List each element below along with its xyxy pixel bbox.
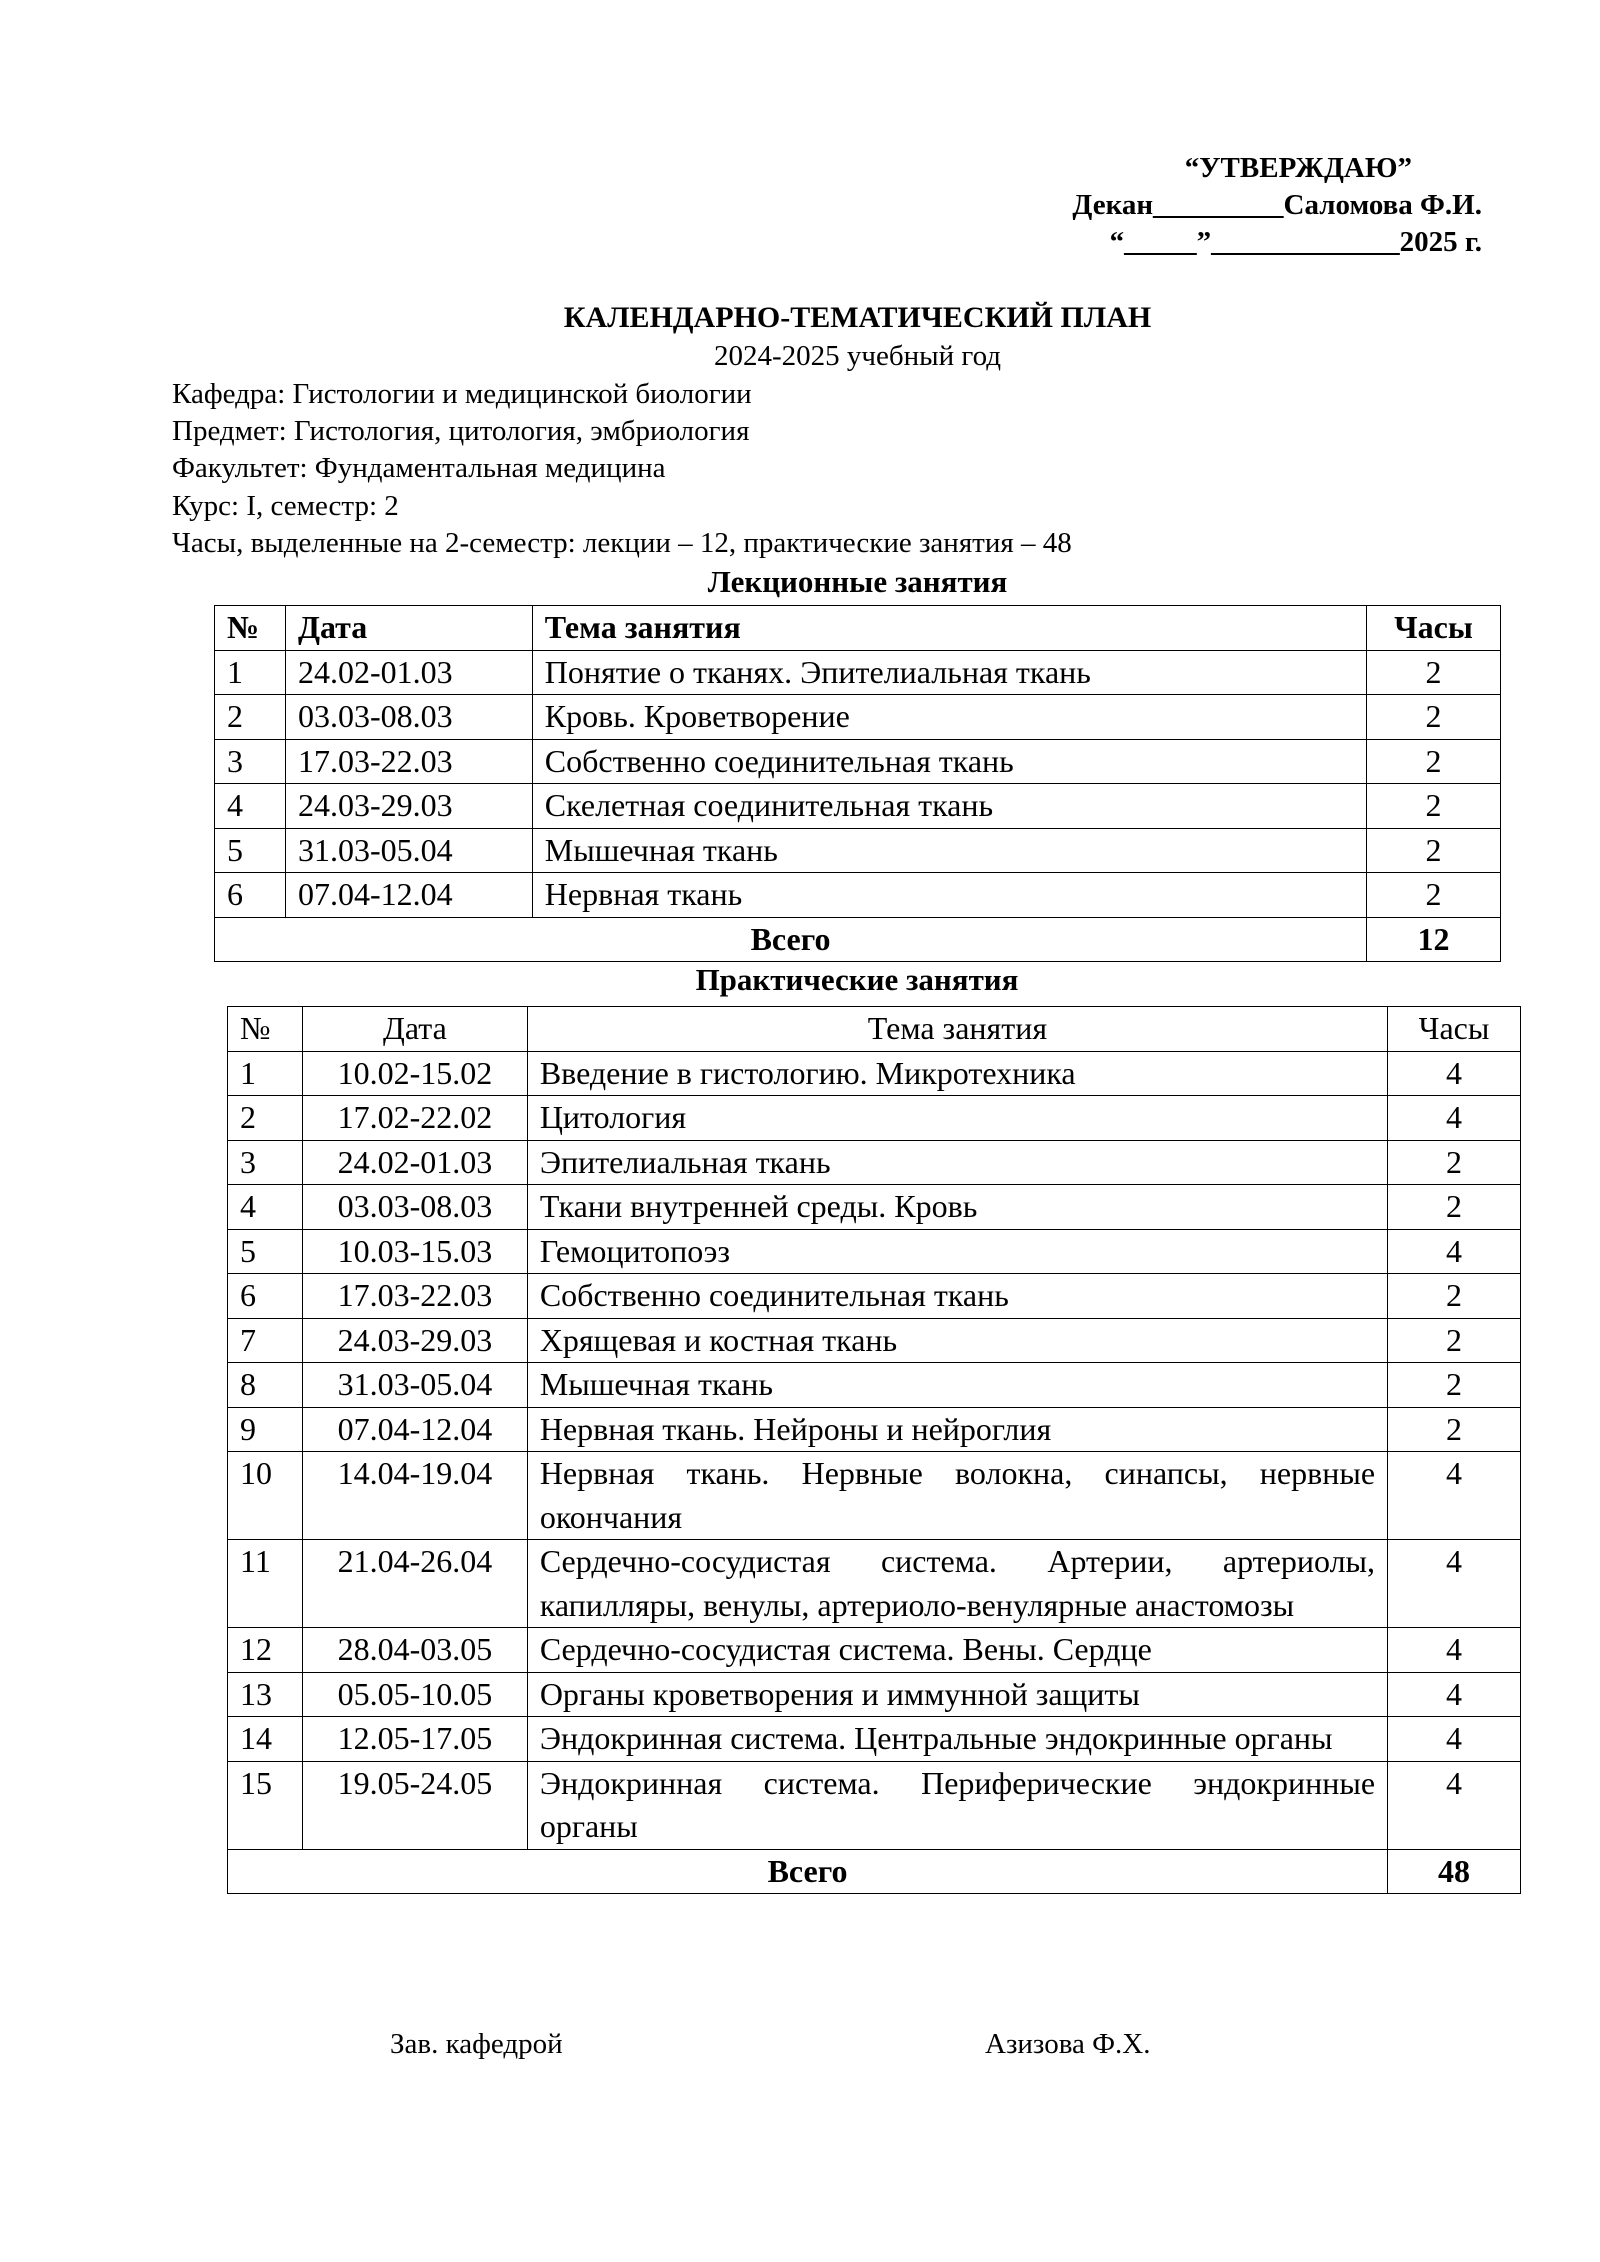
row-date: 17.02-22.02 xyxy=(302,1096,527,1141)
row-hours: 4 xyxy=(1388,1096,1521,1141)
table-row xyxy=(215,650,1501,695)
table-header-row xyxy=(215,606,1501,651)
row-hours: 4 xyxy=(1388,1051,1521,1096)
row-num: 15 xyxy=(228,1761,303,1849)
row-num: 1 xyxy=(215,650,286,695)
row-num: 12 xyxy=(228,1628,303,1673)
row-date: 24.03-29.03 xyxy=(285,784,532,829)
approval-stamp: “УТВЕРЖДАЮ” xyxy=(1184,152,1412,184)
row-hours: 2 xyxy=(1388,1140,1521,1185)
total-label: Всего xyxy=(228,1849,1388,1894)
row-num: 11 xyxy=(228,1540,303,1628)
row-date: 07.04-12.04 xyxy=(302,1407,527,1452)
row-date: 17.03-22.03 xyxy=(302,1274,527,1319)
row-topic: Собственно соединительная ткань xyxy=(532,739,1366,784)
row-date: 05.05-10.05 xyxy=(302,1672,527,1717)
row-num: 6 xyxy=(228,1274,303,1319)
row-hours: 4 xyxy=(1388,1672,1521,1717)
table-header-row xyxy=(228,1007,1521,1052)
table-row xyxy=(228,1229,1521,1274)
table-row xyxy=(228,1407,1521,1452)
faculty-line: Факультет: Фундаментальная медицина xyxy=(172,452,666,485)
practicals-title: Практические занятия xyxy=(695,962,1019,997)
total-value: 12 xyxy=(1367,917,1501,962)
row-topic: Гемоцитопоэз xyxy=(527,1229,1387,1274)
table-row xyxy=(215,828,1501,873)
row-topic: Нервная ткань xyxy=(532,873,1366,918)
total-label: Всего xyxy=(215,917,1367,962)
row-date: 28.04-03.05 xyxy=(302,1628,527,1673)
row-date: 24.03-29.03 xyxy=(302,1318,527,1363)
subject-line: Предмет: Гистология, цитология, эмбриология xyxy=(172,415,750,448)
row-date: 21.04-26.04 xyxy=(302,1540,527,1628)
row-topic: Нервная ткань. Нейроны и нейроглия xyxy=(527,1407,1387,1452)
row-hours: 4 xyxy=(1388,1540,1521,1628)
practicals-total-row xyxy=(228,1849,1521,1894)
row-date: 07.04-12.04 xyxy=(285,873,532,918)
row-topic: Ткани внутренней среды. Кровь xyxy=(527,1185,1387,1230)
row-topic: Сердечно-сосудистая система. Артерии, артериолы, капилляры, венулы, артериоло-венулярные анастомозы xyxy=(527,1540,1387,1628)
row-hours: 2 xyxy=(1367,828,1501,873)
table-row xyxy=(228,1452,1521,1540)
head-of-department-label: Зав. кафедрой xyxy=(390,2028,563,2060)
row-topic: Собственно соединительная ткань xyxy=(527,1274,1387,1319)
row-hours: 2 xyxy=(1367,784,1501,829)
row-date: 19.05-24.05 xyxy=(302,1761,527,1849)
table-row xyxy=(215,739,1501,784)
dean-signature-line: Декан_________Саломова Ф.И. xyxy=(1072,189,1482,221)
header-hours: Часы xyxy=(1367,606,1501,651)
total-value: 48 xyxy=(1388,1849,1521,1894)
row-topic: Кровь. Кроветворение xyxy=(532,695,1366,740)
row-num: 4 xyxy=(228,1185,303,1230)
row-num: 4 xyxy=(215,784,286,829)
row-hours: 4 xyxy=(1388,1717,1521,1762)
table-row xyxy=(228,1140,1521,1185)
row-topic: Эндокринная система. Центральные эндокринные органы xyxy=(527,1717,1387,1762)
header-hours: Часы xyxy=(1388,1007,1521,1052)
row-date: 31.03-05.04 xyxy=(302,1363,527,1408)
row-topic: Мышечная ткань xyxy=(532,828,1366,873)
department-line: Кафедра: Гистологии и медицинской биологии xyxy=(172,378,752,410)
row-num: 8 xyxy=(228,1363,303,1408)
course-info xyxy=(172,376,1072,562)
table-row xyxy=(228,1761,1521,1849)
row-topic: Эндокринная система. Периферические эндокринные органы xyxy=(527,1761,1387,1849)
lectures-total-row xyxy=(215,917,1501,962)
table-row xyxy=(228,1185,1521,1230)
row-date: 03.03-08.03 xyxy=(285,695,532,740)
row-num: 2 xyxy=(215,695,286,740)
row-topic: Сердечно-сосудистая система. Вены. Сердце xyxy=(527,1628,1387,1673)
row-num: 7 xyxy=(228,1318,303,1363)
row-date: 03.03-08.03 xyxy=(302,1185,527,1230)
row-hours: 2 xyxy=(1388,1318,1521,1363)
approval-block xyxy=(1072,150,1482,261)
row-num: 10 xyxy=(228,1452,303,1540)
row-num: 3 xyxy=(228,1140,303,1185)
row-num: 13 xyxy=(228,1672,303,1717)
header-topic: Тема занятия xyxy=(527,1007,1387,1052)
row-num: 2 xyxy=(228,1096,303,1141)
row-num: 5 xyxy=(215,828,286,873)
row-hours: 4 xyxy=(1388,1628,1521,1673)
row-topic: Органы кроветворения и иммунной защиты xyxy=(527,1672,1387,1717)
table-row xyxy=(215,873,1501,918)
header-date: Дата xyxy=(302,1007,527,1052)
table-row xyxy=(228,1274,1521,1319)
table-row xyxy=(215,695,1501,740)
row-num: 5 xyxy=(228,1229,303,1274)
row-topic: Скелетная соединительная ткань xyxy=(532,784,1366,829)
table-row xyxy=(228,1096,1521,1141)
table-row xyxy=(228,1717,1521,1762)
row-num: 9 xyxy=(228,1407,303,1452)
row-hours: 4 xyxy=(1388,1761,1521,1849)
row-num: 1 xyxy=(228,1051,303,1096)
row-hours: 2 xyxy=(1367,739,1501,784)
row-topic: Хрящевая и костная ткань xyxy=(527,1318,1387,1363)
row-date: 14.04-19.04 xyxy=(302,1452,527,1540)
table-row xyxy=(228,1363,1521,1408)
table-row xyxy=(228,1051,1521,1096)
row-hours: 2 xyxy=(1367,695,1501,740)
row-num: 6 xyxy=(215,873,286,918)
header-date: Дата xyxy=(285,606,532,651)
table-row xyxy=(228,1540,1521,1628)
row-topic: Нервная ткань. Нервные волокна, синапсы, нервные окончания xyxy=(527,1452,1387,1540)
header-topic: Тема занятия xyxy=(532,606,1366,651)
row-hours: 2 xyxy=(1388,1407,1521,1452)
row-topic: Цитология xyxy=(527,1096,1387,1141)
table-row xyxy=(215,784,1501,829)
document-title: КАЛЕНДАРНО-ТЕМАТИЧЕСКИЙ ПЛАН xyxy=(563,301,1152,334)
academic-year: 2024-2025 учебный год xyxy=(714,340,1001,372)
row-topic: Эпителиальная ткань xyxy=(527,1140,1387,1185)
row-hours: 2 xyxy=(1367,873,1501,918)
lectures-title: Лекционные занятия xyxy=(707,564,1008,599)
row-hours: 2 xyxy=(1388,1185,1521,1230)
row-hours: 4 xyxy=(1388,1452,1521,1540)
table-row xyxy=(228,1672,1521,1717)
row-hours: 2 xyxy=(1367,650,1501,695)
row-hours: 2 xyxy=(1388,1363,1521,1408)
header-num: № xyxy=(228,1007,303,1052)
row-num: 14 xyxy=(228,1717,303,1762)
table-row xyxy=(228,1318,1521,1363)
lectures-table xyxy=(214,605,1501,962)
practicals-table xyxy=(227,1006,1521,1894)
row-num: 3 xyxy=(215,739,286,784)
row-date: 24.02-01.03 xyxy=(302,1140,527,1185)
header-num: № xyxy=(215,606,286,651)
course-line: Курс: I, семестр: 2 xyxy=(172,489,399,522)
row-topic: Понятие о тканях. Эпителиальная ткань xyxy=(532,650,1366,695)
row-topic: Введение в гистологию. Микротехника xyxy=(527,1051,1387,1096)
row-date: 17.03-22.03 xyxy=(285,739,532,784)
row-date: 10.03-15.03 xyxy=(302,1229,527,1274)
head-of-department-name: Азизова Ф.Х. xyxy=(985,2028,1151,2060)
row-topic: Мышечная ткань xyxy=(527,1363,1387,1408)
table-row xyxy=(228,1628,1521,1673)
row-date: 10.02-15.02 xyxy=(302,1051,527,1096)
row-date: 12.05-17.05 xyxy=(302,1717,527,1762)
row-hours: 4 xyxy=(1388,1229,1521,1274)
approval-date-line: “_____”_____________2025 г. xyxy=(1109,226,1482,258)
row-date: 31.03-05.04 xyxy=(285,828,532,873)
row-hours: 2 xyxy=(1388,1274,1521,1319)
hours-line: Часы, выделенные на 2-семестр: лекции – 12, практические занятия – 48 xyxy=(172,526,1072,559)
row-date: 24.02-01.03 xyxy=(285,650,532,695)
